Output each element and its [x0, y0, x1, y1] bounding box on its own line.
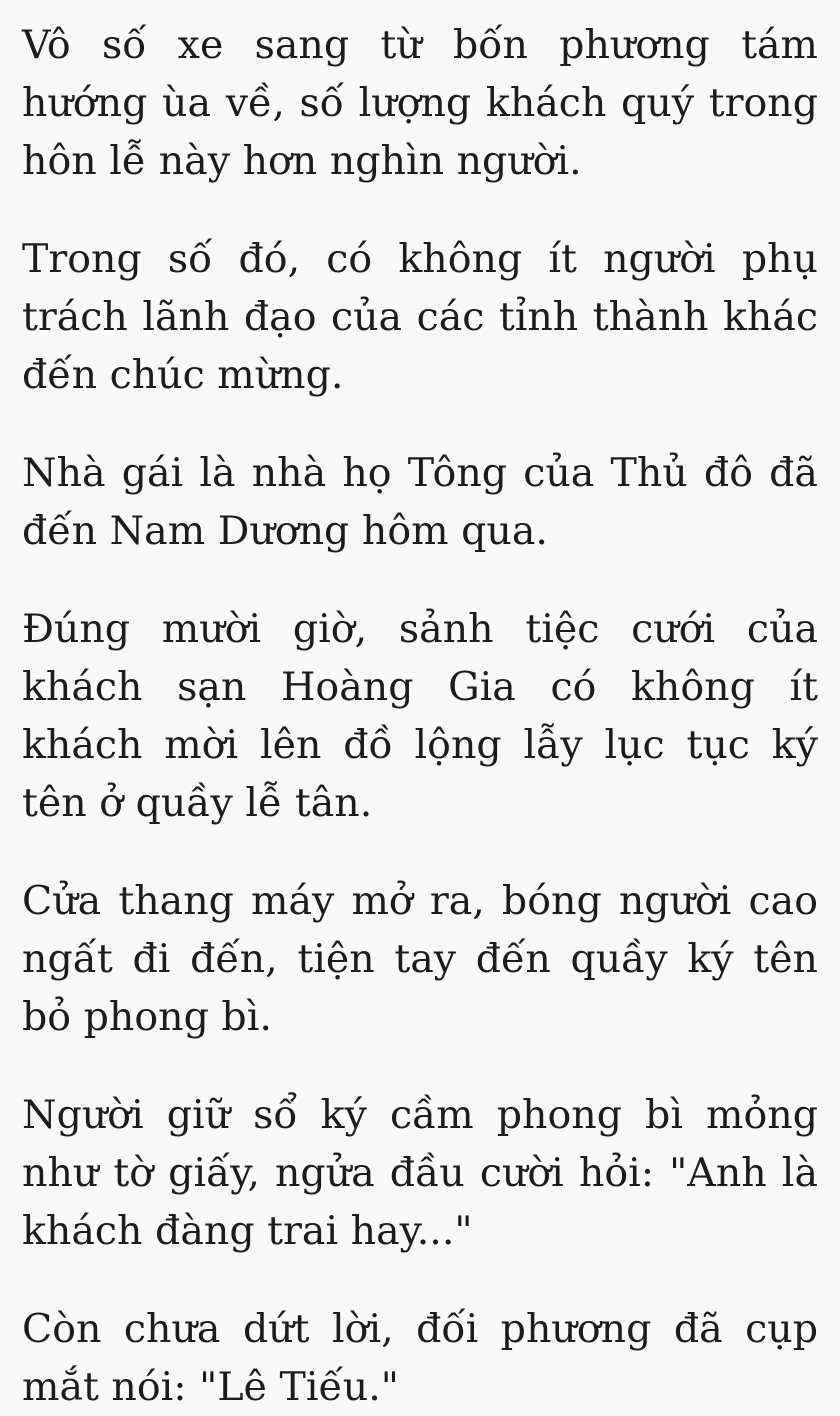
paragraph: Còn chưa dứt lời, đối phương đã cụp mắt nói: "Lê Tiếu.": [22, 1306, 818, 1410]
paragraph: Đúng mười giờ, sảnh tiệc cưới của khách sạn Hoàng Gia có không ít khách mời lên đồ lộng lẫy lục tục ký tên ở quầy lễ tân.: [22, 606, 818, 826]
paragraph: Vô số xe sang từ bốn phương tám hướng ùa về, số lượng khách quý trong hôn lễ này hơn nghìn người.: [22, 22, 818, 184]
paragraph: Cửa thang máy mở ra, bóng người cao ngất đi đến, tiện tay đến quầy ký tên bỏ phong bì.: [22, 878, 818, 1040]
paragraph: Trong số đó, có không ít người phụ trách lãnh đạo của các tỉnh thành khác đến chúc mừng.: [22, 236, 818, 398]
paragraph: Nhà gái là nhà họ Tông của Thủ đô đã đến Nam Dương hôm qua.: [22, 450, 818, 554]
paragraph: Người giữ sổ ký cầm phong bì mỏng như tờ giấy, ngửa đầu cười hỏi: "Anh là khách đàng trai hay...": [22, 1092, 818, 1254]
